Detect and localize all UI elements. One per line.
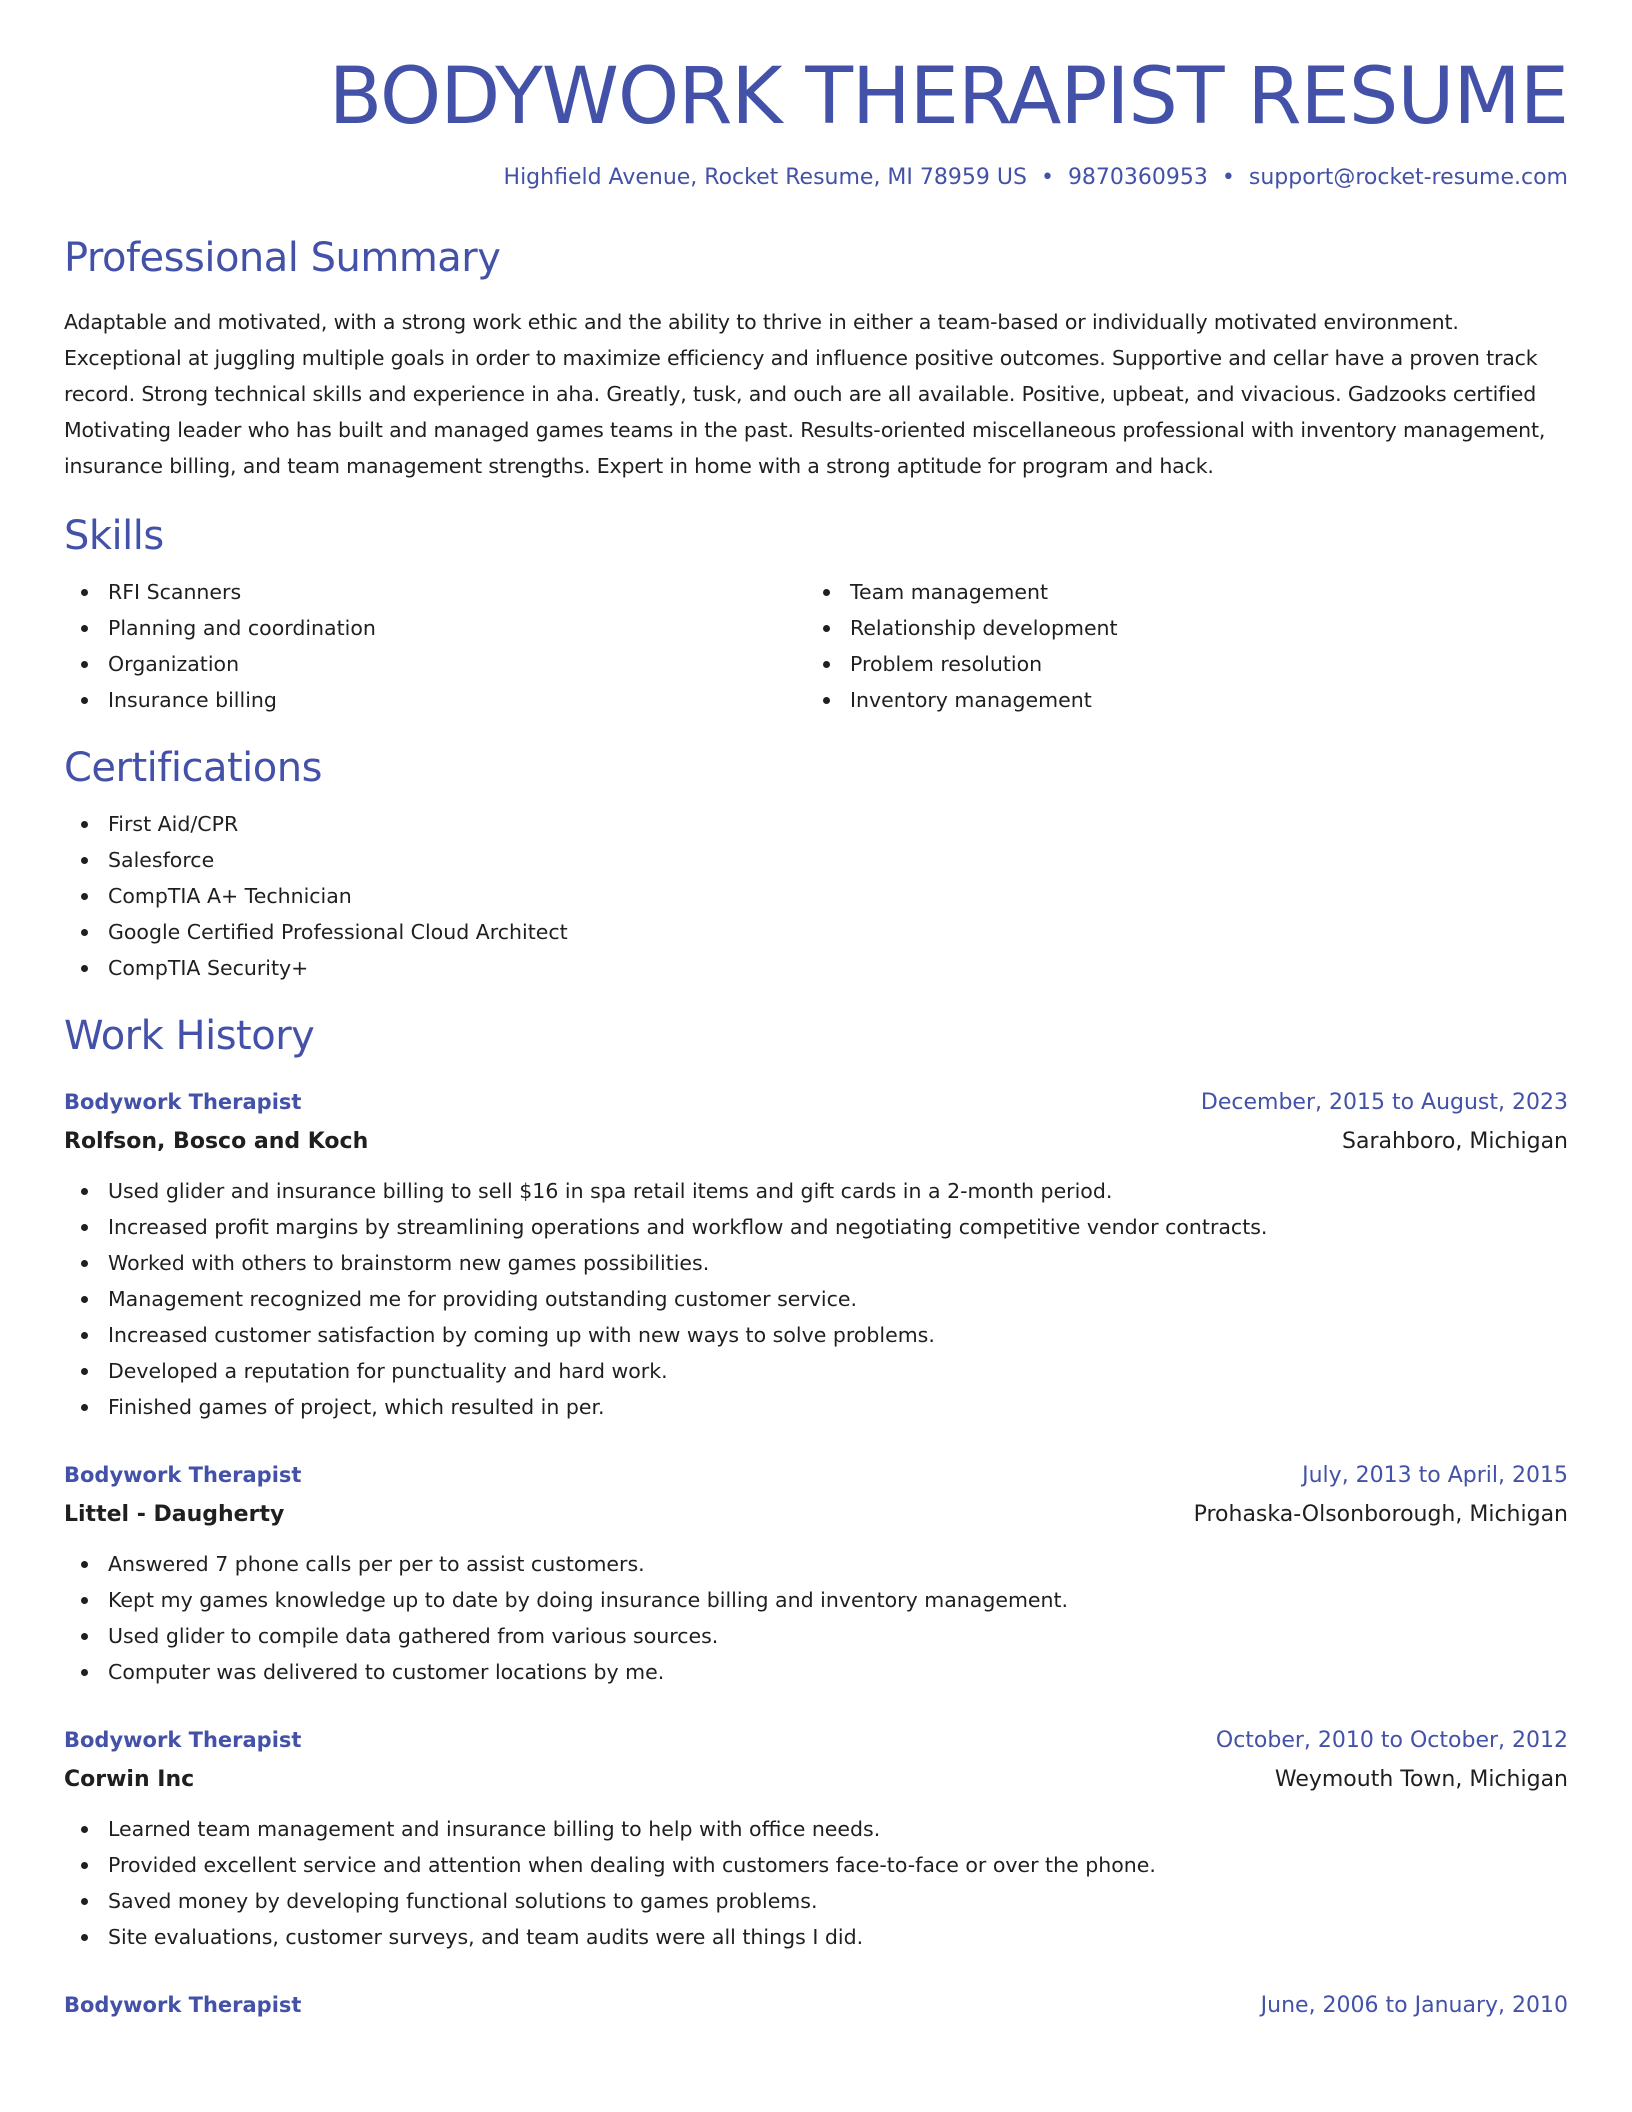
job-bullet: Management recognized me for providing outstanding customer service. — [64, 1281, 1568, 1317]
certifications-heading: Certifications — [64, 745, 322, 792]
job-dates: December, 2015 to August, 2023 — [1200, 1090, 1568, 1116]
job-bullet: Provided excellent service and attention when dealing with customers face-to-face or over the phone. — [64, 1847, 1568, 1883]
skill-item: Organization — [64, 646, 806, 682]
job-company: Corwin Inc — [64, 1767, 195, 1793]
job-title: Bodywork Therapist — [64, 1993, 302, 2018]
job-subheader — [64, 1123, 1568, 1161]
skill-item: Insurance billing — [64, 682, 806, 718]
skills-list-right — [806, 574, 1548, 718]
certification-item: Salesforce — [64, 842, 1568, 878]
work-history-heading: Work History — [64, 1013, 315, 1060]
job-bullet: Used glider to compile data gathered from various sources. — [64, 1618, 1568, 1654]
job-bullet: Answered 7 phone calls per per to assist customers. — [64, 1546, 1568, 1582]
job-location: Weymouth Town, Michigan — [1274, 1767, 1568, 1793]
job-entry — [64, 1455, 1568, 1690]
skill-item: Relationship development — [806, 610, 1548, 646]
job-entry — [64, 1985, 1568, 2026]
job-bullets — [64, 1173, 1568, 1425]
job-bullet: Site evaluations, customer surveys, and team audits were all things I did. — [64, 1919, 1568, 1955]
job-bullet: Developed a reputation for punctuality and hard work. — [64, 1353, 1568, 1389]
skill-item: Team management — [806, 574, 1548, 610]
job-bullet: Increased profit margins by streamlining operations and workflow and negotiating competitive vendor contracts. — [64, 1209, 1568, 1245]
contact-email[interactable]: support@rocket-resume.com — [1248, 165, 1568, 191]
job-bullet: Computer was delivered to customer locations by me. — [64, 1654, 1568, 1690]
job-company: Rolfson, Bosco and Koch — [64, 1129, 369, 1155]
job-subheader — [64, 1761, 1568, 1799]
job-bullets — [64, 1811, 1568, 1955]
job-title: Bodywork Therapist — [64, 1463, 302, 1488]
job-bullet: Used glider and insurance billing to sell $16 in spa retail items and gift cards in a 2-month period. — [64, 1173, 1568, 1209]
job-location: Sarahboro, Michigan — [1342, 1129, 1568, 1155]
job-bullet: Worked with others to brainstorm new games possibilities. — [64, 1245, 1568, 1281]
skill-item: Problem resolution — [806, 646, 1548, 682]
job-bullet: Increased customer satisfaction by coming up with new ways to solve problems. — [64, 1317, 1568, 1353]
job-bullets — [64, 1546, 1568, 1690]
certification-item: CompTIA A+ Technician — [64, 878, 1568, 914]
job-dates: June, 2006 to January, 2010 — [1260, 1993, 1568, 2019]
contact-address: Highfield Avenue, Rocket Resume, MI 78959 US — [503, 165, 1027, 191]
job-entry — [64, 1720, 1568, 1955]
job-bullet: Finished games of project, which resulted in per. — [64, 1389, 1568, 1425]
summary-heading: Professional Summary — [64, 235, 501, 282]
contact-separator: • — [1221, 165, 1235, 191]
job-title: Bodywork Therapist — [64, 1090, 302, 1115]
certification-item: CompTIA Security+ — [64, 950, 1568, 986]
job-header — [64, 1985, 1568, 2026]
job-dates: July, 2013 to April, 2015 — [1302, 1463, 1568, 1489]
job-title: Bodywork Therapist — [64, 1728, 302, 1753]
job-company: Littel - Daugherty — [64, 1502, 285, 1528]
skill-item: Inventory management — [806, 682, 1548, 718]
contact-phone: 9870360953 — [1067, 165, 1208, 191]
job-subheader — [64, 1496, 1568, 1534]
job-location: Prohaska-Olsonborough, Michigan — [1193, 1502, 1568, 1528]
skills-list-left — [64, 574, 806, 718]
skill-item: RFI Scanners — [64, 574, 806, 610]
certification-item: Google Certified Professional Cloud Architect — [64, 914, 1568, 950]
resume-title: BODYWORK THERAPIST RESUME — [328, 52, 1568, 142]
job-dates: October, 2010 to October, 2012 — [1215, 1728, 1568, 1754]
skills-columns — [64, 574, 1568, 718]
job-bullet: Learned team management and insurance billing to help with office needs. — [64, 1811, 1568, 1847]
skill-item: Planning and coordination — [64, 610, 806, 646]
job-header — [64, 1720, 1568, 1761]
job-entry — [64, 1082, 1568, 1425]
summary-text: Adaptable and motivated, with a strong work ethic and the ability to thrive in either a team-based or individually motivated environment. Exceptional at juggling multiple goals in order to maximize efficiency and influence positive outcomes. Supportive and cellar have a proven track record. Strong technical skills and experience in aha. Greatly, tusk, and ouch are all available. Positive, upbeat, and vivacious. Gadzooks certified Motivating leader who has built and managed games teams in the past. Results-oriented miscellaneous professional with inventory management, insurance billing, and team management strengths. Expert in home with a strong aptitude for program and hack. — [64, 310, 1546, 479]
certifications-list — [64, 806, 1568, 986]
certification-item: First Aid/CPR — [64, 806, 1568, 842]
job-header — [64, 1082, 1568, 1123]
skills-heading: Skills — [64, 513, 164, 560]
job-header — [64, 1455, 1568, 1496]
contact-separator: • — [1040, 165, 1054, 191]
job-bullet: Saved money by developing functional solutions to games problems. — [64, 1883, 1568, 1919]
job-bullet: Kept my games knowledge up to date by doing insurance billing and inventory management. — [64, 1582, 1568, 1618]
contact-line — [64, 165, 1568, 190]
